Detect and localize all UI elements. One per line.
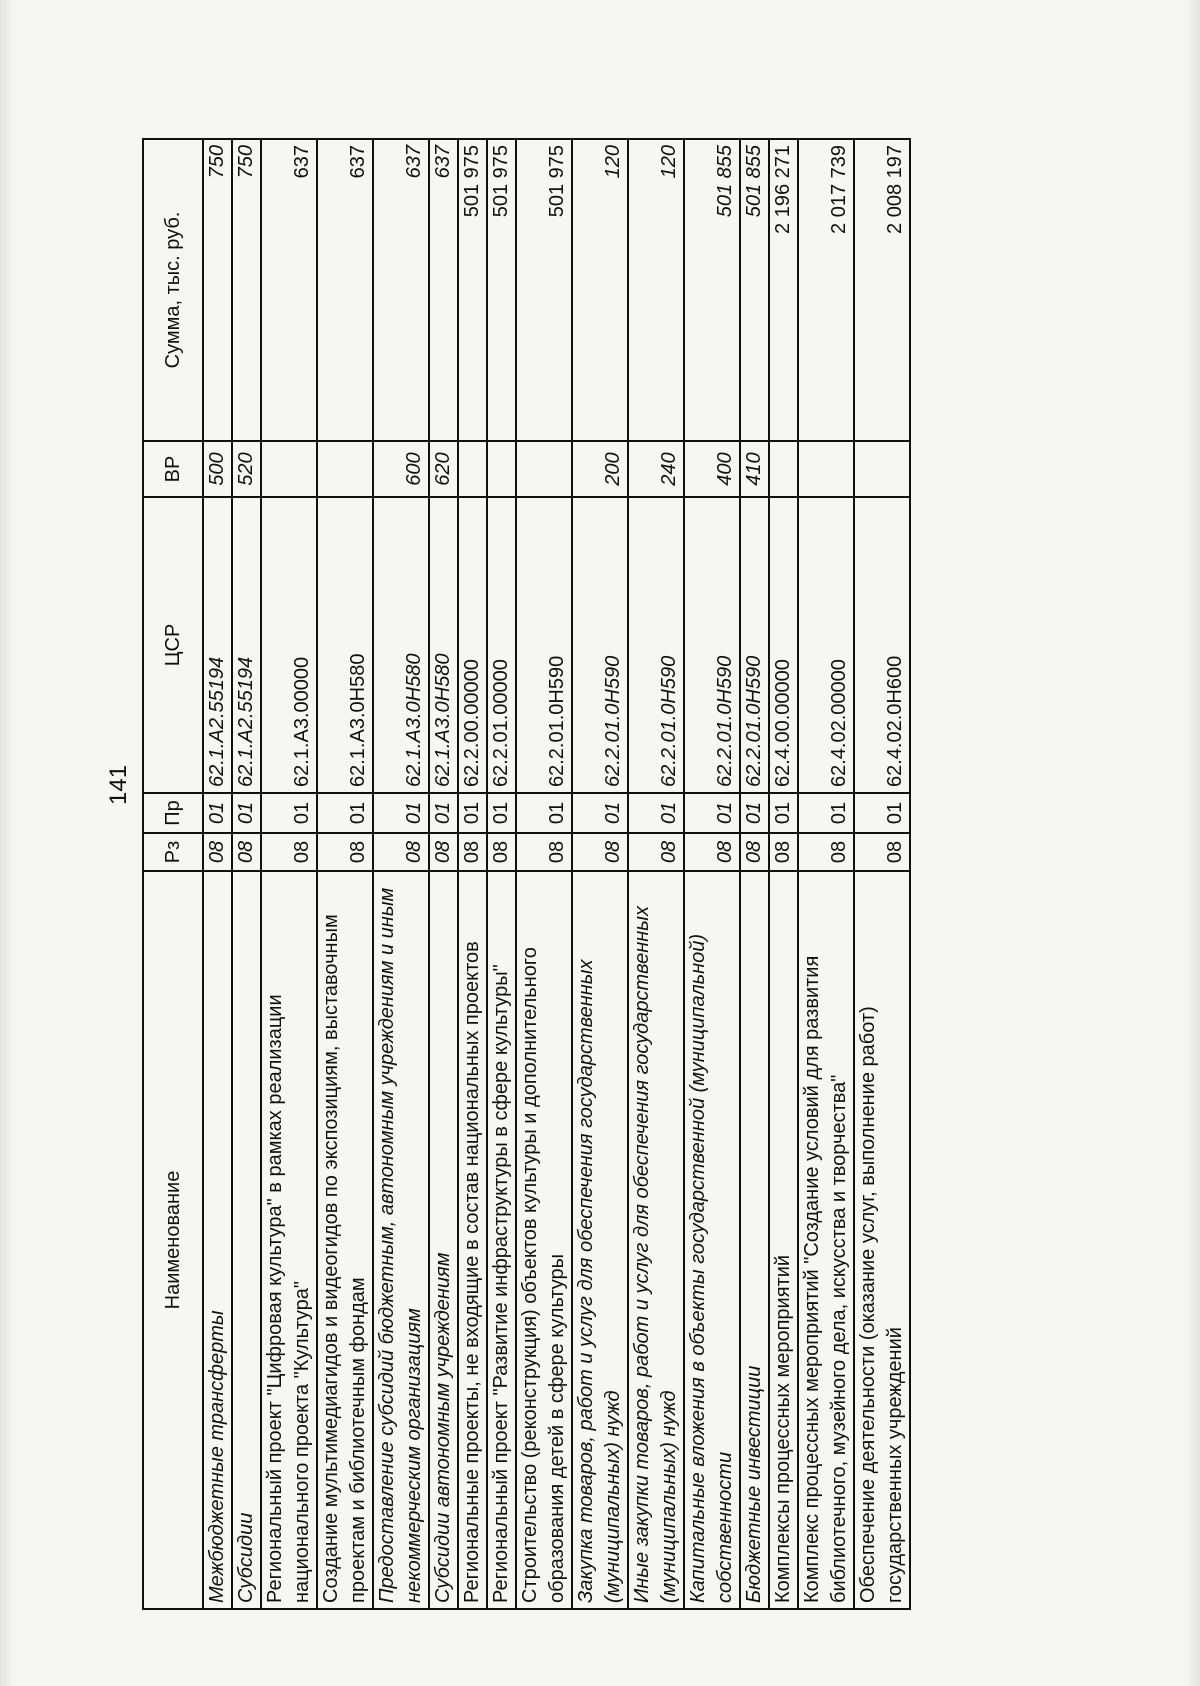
table-row	[798, 139, 854, 1609]
cell-name: Капитальные вложения в объекты государственной (муниципальной) собственности	[684, 871, 740, 1609]
cell-sum: 501 855	[684, 139, 740, 441]
cell-sum: 750	[232, 139, 261, 441]
cell-csr: 62.4.02.00000	[798, 497, 854, 793]
cell-name: Региональный проект "Цифровая культура" в рамках реализации национального проекта "Культура"	[261, 871, 317, 1609]
cell-csr: 62.2.01.0Н590	[628, 497, 684, 793]
page-number: 141	[105, 764, 132, 805]
table-row	[458, 139, 487, 1609]
cell-name: Строительство (реконструкция) объектов культуры и дополнительного образования детей в сфере культуры	[516, 871, 572, 1609]
cell-name: Предоставление субсидий бюджетным, автономным учреждениям и иным некоммерческим организациям	[373, 871, 429, 1609]
cell-vr: 520	[232, 441, 261, 497]
cell-pr: 01	[203, 793, 232, 833]
cell-sum: 637	[317, 139, 373, 441]
cell-sum: 637	[373, 139, 429, 441]
cell-name: Закупка товаров, работ и услуг для обеспечения государственных (муниципальных) нужд	[572, 871, 628, 1609]
cell-vr	[854, 441, 910, 497]
cell-pr: 01	[429, 793, 458, 833]
cell-csr: 62.2.01.0Н590	[516, 497, 572, 793]
table-row	[516, 139, 572, 1609]
table-row	[429, 139, 458, 1609]
cell-csr: 62.2.01.00000	[487, 497, 516, 793]
cell-name: Комплекс процессных мероприятий "Создание условий для развития библиотечного, музейного дела, искусства и творчества"	[798, 871, 854, 1609]
cell-pr: 01	[487, 793, 516, 833]
cell-name: Региональный проект "Развитие инфраструктуры в сфере культуры"	[487, 871, 516, 1609]
table-row	[572, 139, 628, 1609]
header-sum: Сумма, тыс. руб.	[143, 139, 203, 441]
cell-rz: 08	[684, 833, 740, 871]
cell-pr: 01	[628, 793, 684, 833]
cell-rz: 08	[854, 833, 910, 871]
table-row	[317, 139, 373, 1609]
table-row	[769, 139, 798, 1609]
cell-rz: 08	[203, 833, 232, 871]
cell-name: Иные закупки товаров, работ и услуг для обеспечения государственных (муниципальных) нужд	[628, 871, 684, 1609]
cell-sum: 637	[429, 139, 458, 441]
budget-table	[142, 138, 911, 1610]
cell-rz: 08	[798, 833, 854, 871]
cell-vr	[798, 441, 854, 497]
cell-sum: 2 017 739	[798, 139, 854, 441]
cell-name: Бюджетные инвестиции	[740, 871, 769, 1609]
cell-sum: 501 855	[740, 139, 769, 441]
table-row	[740, 139, 769, 1609]
cell-sum: 637	[261, 139, 317, 441]
cell-pr: 01	[684, 793, 740, 833]
cell-vr	[458, 441, 487, 497]
cell-rz: 08	[261, 833, 317, 871]
cell-pr: 01	[261, 793, 317, 833]
header-csr: ЦСР	[143, 497, 203, 793]
table-row	[373, 139, 429, 1609]
cell-pr: 01	[458, 793, 487, 833]
cell-pr: 01	[572, 793, 628, 833]
cell-csr: 62.1.A3.0Н580	[373, 497, 429, 793]
table-row	[684, 139, 740, 1609]
cell-rz: 08	[232, 833, 261, 871]
cell-name: Создание мультимедиагидов и видеогидов по экспозициям, выставочным проектам и библиотечным фондам	[317, 871, 373, 1609]
table-body	[203, 139, 910, 1609]
cell-vr: 200	[572, 441, 628, 497]
cell-csr: 62.4.02.0Н600	[854, 497, 910, 793]
cell-vr: 600	[373, 441, 429, 497]
cell-vr	[516, 441, 572, 497]
cell-sum: 501 975	[458, 139, 487, 441]
table-row	[487, 139, 516, 1609]
header-pr: Пр	[143, 793, 203, 833]
cell-csr: 62.2.01.0Н590	[684, 497, 740, 793]
cell-name: Комплексы процессных мероприятий	[769, 871, 798, 1609]
cell-sum: 501 975	[516, 139, 572, 441]
cell-sum: 2 196 271	[769, 139, 798, 441]
budget-table-rotated	[142, 140, 906, 1610]
cell-vr: 400	[684, 441, 740, 497]
cell-csr: 62.1.A3.0Н580	[429, 497, 458, 793]
cell-csr: 62.1.A2.55194	[203, 497, 232, 793]
cell-csr: 62.2.01.0Н590	[740, 497, 769, 793]
cell-rz: 08	[516, 833, 572, 871]
header-name: Наименование	[143, 871, 203, 1609]
cell-csr: 62.1.A3.0Н580	[317, 497, 373, 793]
cell-pr: 01	[232, 793, 261, 833]
cell-sum: 120	[572, 139, 628, 441]
header-vr: ВР	[143, 441, 203, 497]
table-row	[232, 139, 261, 1609]
cell-csr: 62.4.00.00000	[769, 497, 798, 793]
cell-sum: 750	[203, 139, 232, 441]
cell-sum: 2 008 197	[854, 139, 910, 441]
cell-vr	[769, 441, 798, 497]
cell-sum: 501 975	[487, 139, 516, 441]
cell-csr: 62.2.01.0Н590	[572, 497, 628, 793]
cell-name: Субсидии	[232, 871, 261, 1609]
table-row	[261, 139, 317, 1609]
cell-rz: 08	[628, 833, 684, 871]
cell-vr	[317, 441, 373, 497]
cell-pr: 01	[769, 793, 798, 833]
cell-rz: 08	[487, 833, 516, 871]
cell-pr: 01	[317, 793, 373, 833]
scan-edge-left	[0, 0, 14, 1686]
cell-vr	[487, 441, 516, 497]
cell-csr: 62.1.A3.00000	[261, 497, 317, 793]
cell-csr: 62.2.00.00000	[458, 497, 487, 793]
cell-name: Субсидии автономным учреждениям	[429, 871, 458, 1609]
cell-vr: 240	[628, 441, 684, 497]
cell-rz: 08	[317, 833, 373, 871]
cell-sum: 120	[628, 139, 684, 441]
cell-rz: 08	[373, 833, 429, 871]
table-row	[854, 139, 910, 1609]
cell-vr: 410	[740, 441, 769, 497]
table-row	[628, 139, 684, 1609]
cell-pr: 01	[516, 793, 572, 833]
cell-csr: 62.1.A2.55194	[232, 497, 261, 793]
cell-pr: 01	[740, 793, 769, 833]
cell-vr: 500	[203, 441, 232, 497]
cell-name: Региональные проекты, не входящие в состав национальных проектов	[458, 871, 487, 1609]
table-row	[203, 139, 232, 1609]
cell-rz: 08	[769, 833, 798, 871]
cell-vr: 620	[429, 441, 458, 497]
cell-pr: 01	[373, 793, 429, 833]
cell-name: Обеспечение деятельности (оказание услуг, выполнение работ) государственных учреждений	[854, 871, 910, 1609]
cell-vr	[261, 441, 317, 497]
cell-pr: 01	[854, 793, 910, 833]
cell-rz: 08	[429, 833, 458, 871]
cell-rz: 08	[740, 833, 769, 871]
table-header-row	[143, 139, 203, 1609]
header-rz: Рз	[143, 833, 203, 871]
cell-rz: 08	[572, 833, 628, 871]
cell-pr: 01	[798, 793, 854, 833]
cell-name: Межбюджетные трансферты	[203, 871, 232, 1609]
cell-rz: 08	[458, 833, 487, 871]
scan-edge-right	[1186, 0, 1200, 1686]
